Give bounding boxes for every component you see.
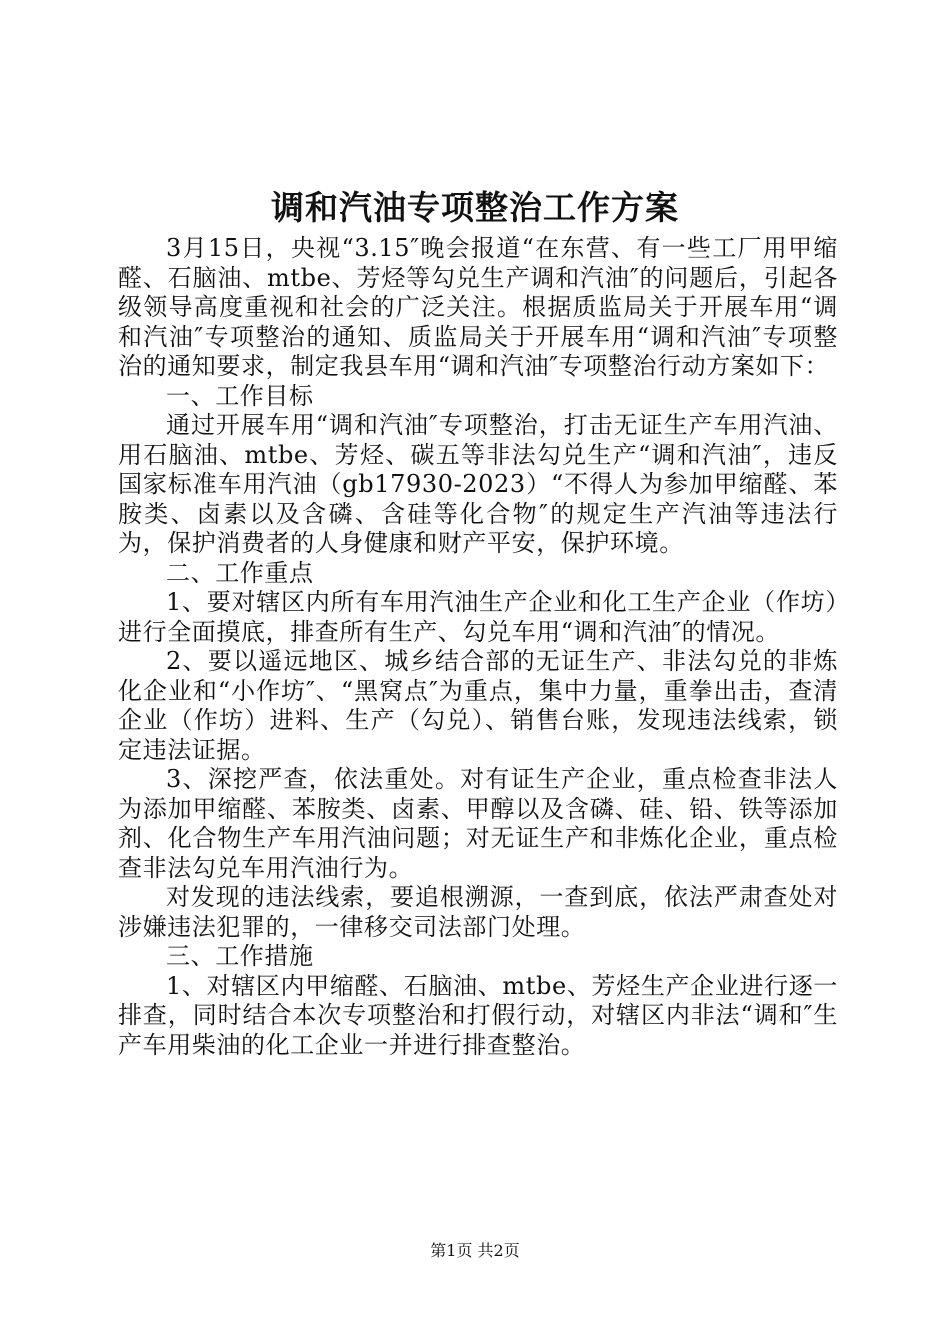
paragraph-intro: 3月15日，央视“3.15″晚会报道“在东营、有一些工厂用甲缩醛、石脑油、mtbe、芳烃等勾兑生产调和汽油″的问题后，引起各级领导高度重视和社会的广泛关注。根据质监局关于开展车用“调和汽油″专项整治的通知、质监局关于开展车用“调和汽油″专项整治的通知要求，制定我县车用“调和汽油″专项整治行动方案如下： xyxy=(118,234,838,380)
paragraph-measures-1: 1、对辖区内甲缩醛、石脑油、mtbe、芳烃生产企业进行逐一排查，同时结合本次专项整治和打假行动，对辖区内非法“调和″生产车用柴油的化工企业一并进行排查整治。 xyxy=(118,971,838,1059)
paragraph-focus-3: 3、深挖严查，依法重处。对有证生产企业，重点检查非法人为添加甲缩醛、苯胺类、卤素、甲醇以及含磷、硅、铅、铁等添加剂、化合物生产车用汽油问题；对无证生产和非炼化企业，重点检查非法勾兑车用汽油行为。 xyxy=(118,765,838,882)
paragraph-goal: 通过开展车用“调和汽油″专项整治，打击无证生产车用汽油、用石脑油、mtbe、芳烃、碳五等非法勾兑生产“调和汽油″，违反国家标准车用汽油（gb17930-2023）“不得人为参加甲缩醛、苯胺类、卤素以及含磷、含硅等化合物″的规定生产汽油等违法行为，保护消费者的人身健康和财产平安，保护环境。 xyxy=(118,411,838,557)
document-title: 调和汽油专项整治工作方案 xyxy=(271,188,679,227)
page-footer: 第1页 共2页 xyxy=(430,1241,520,1260)
document-body xyxy=(118,234,838,1060)
section-heading-measures: 三、工作措施 xyxy=(166,942,314,970)
section-heading-focus: 二、工作重点 xyxy=(166,558,314,587)
paragraph-focus-1: 1、要对辖区内所有车用汽油生产企业和化工生产企业（作坊）进行全面摸底，排查所有生产、勾兑车用“调和汽油″的情况。 xyxy=(118,588,838,646)
paragraph-focus-4: 对发现的违法线索，要追根溯源，一查到底，依法严肃查处对涉嫌违法犯罪的，一律移交司法部门处理。 xyxy=(118,883,838,941)
paragraph-focus-2: 2、要以遥远地区、城乡结合部的无证生产、非法勾兑的非炼化企业和“小作坊″、“黑窝点″为重点，集中力量，重拳出击，查清企业（作坊）进料、生产（勾兑）、销售台账，发现违法线索，锁定违法证据。 xyxy=(118,647,838,764)
section-heading-goal: 一、工作目标 xyxy=(166,381,314,410)
